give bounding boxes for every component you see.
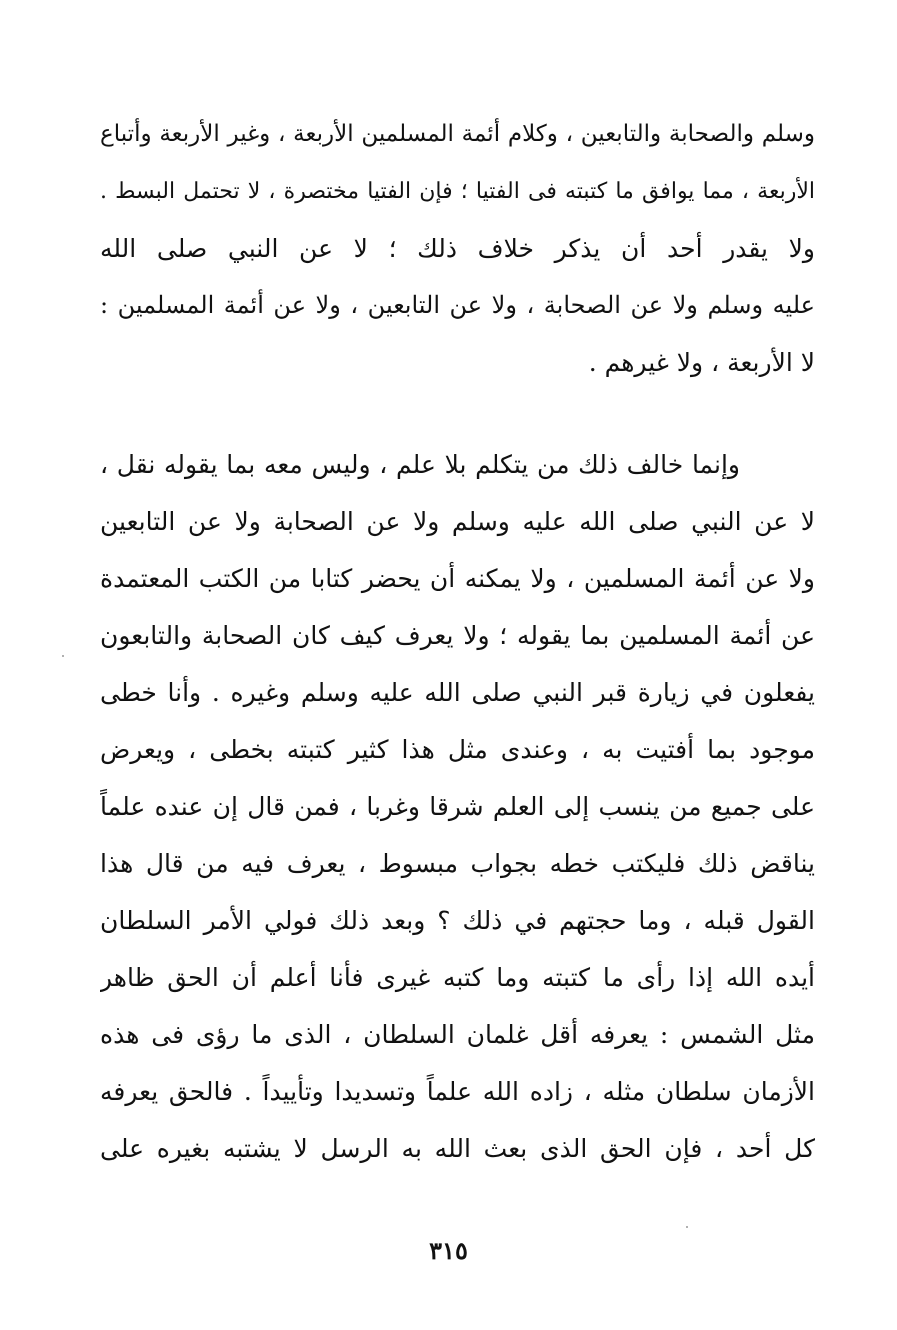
text-line: ولا يقدر أحد أن يذكر خلاف ذلك ؛ لا عن النبي صلى الله — [100, 234, 815, 263]
paragraph-1 — [100, 106, 815, 391]
text-line: وإنما خالف ذلك من يتكلم بلا علم ، وليس معه بما يقوله نقل ، — [100, 450, 740, 479]
text-line: القول قبله ، وما حجتهم في ذلك ؟ وبعد ذلك فولي الأمر السلطان — [100, 906, 815, 935]
text-line: أيده الله إذا رأى ما كتبته وما كتبه غيرى فأنا أعلم أن الحق ظاهر — [100, 963, 815, 992]
scan-speck — [62, 655, 64, 657]
text-line: موجود بما أفتيت به ، وعندى مثل هذا كثير كتبته بخطى ، ويعرض — [100, 735, 815, 764]
text-line: عن أئمة المسلمين بما يقوله ؛ ولا يعرف كيف كان الصحابة والتابعون — [100, 621, 815, 650]
text-line: عليه وسلم ولا عن الصحابة ، ولا عن التابعين ، ولا عن أئمة المسلمين : — [100, 291, 815, 319]
text-line: ولا عن أئمة المسلمين ، ولا يمكنه أن يحضر كتابا من الكتب المعتمدة — [100, 564, 815, 593]
text-line: يناقض ذلك فليكتب خطه بجواب مبسوط ، يعرف فيه من قال هذا — [100, 849, 815, 878]
scan-speck — [686, 1226, 688, 1228]
text-line: الأربعة ، مما يوافق ما كتبته فى الفتيا ؛ فإن الفتيا مختصرة ، لا تحتمل البسط . — [100, 179, 815, 204]
page-number: ٣١٥ — [429, 1236, 468, 1265]
paragraph-2 — [100, 436, 815, 1177]
text-line: لا عن النبي صلى الله عليه وسلم ولا عن الصحابة ولا عن التابعين — [100, 507, 815, 536]
text-line: وسلم والصحابة والتابعين ، وكلام أئمة المسلمين الأربعة ، وغير الأربعة وأتباع — [100, 121, 815, 147]
text-line: مثل الشمس : يعرفه أقل غلمان السلطان ، الذى ما رؤى فى هذه — [100, 1020, 815, 1049]
text-line: الأزمان سلطان مثله ، زاده الله علماً وتسديدا وتأييداً . فالحق يعرفه — [100, 1077, 815, 1106]
text-line: كل أحد ، فإن الحق الذى بعث الله به الرسل لا يشتبه بغيره على — [100, 1134, 815, 1163]
text-line: لا الأربعة ، ولا غيرهم . — [588, 348, 815, 377]
text-line: يفعلون في زيارة قبر النبي صلى الله عليه وسلم وغيره . وأنا خطى — [100, 678, 815, 707]
text-line: على جميع من ينسب إلى العلم شرقا وغربا ، فمن قال إن عنده علماً — [100, 792, 815, 821]
